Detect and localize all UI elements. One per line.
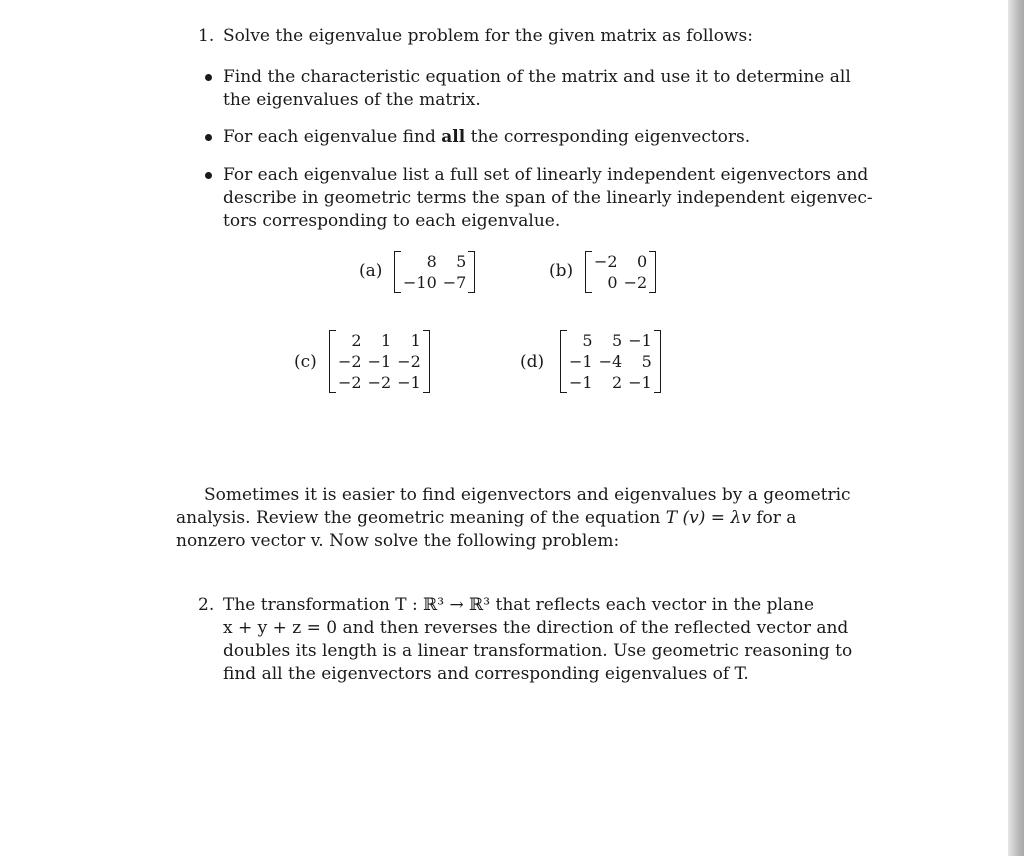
problem-2-line-2: x + y + z = 0 and then reverses the direction of the reflected vector and bbox=[223, 618, 849, 638]
problem-1-number: 1. bbox=[198, 26, 215, 46]
matrix-cell: −2 bbox=[623, 273, 648, 292]
matrix-cell: 0 bbox=[607, 273, 618, 292]
matrix-d bbox=[560, 330, 661, 393]
bullet-3-line-1: For each eigenvalue list a full set of linearly independent eigenvectors and bbox=[223, 165, 869, 185]
matrix-cell: −1 bbox=[569, 352, 593, 371]
matrix-cell: 1 bbox=[410, 331, 421, 350]
matrix-cell: 1 bbox=[381, 331, 392, 350]
bullet-1-line-2: the eigenvalues of the matrix. bbox=[223, 90, 481, 110]
matrix-c-label: (c) bbox=[294, 352, 317, 372]
paragraph-line-1: Sometimes it is easier to find eigenvectors and eigenvalues by a geometric bbox=[204, 485, 851, 505]
matrix-cell: −1 bbox=[367, 352, 392, 371]
matrix-cell: −2 bbox=[367, 373, 392, 392]
problem-2-line-1: The transformation T : ℝ³ → ℝ³ that reflects each vector in the plane bbox=[223, 595, 815, 615]
bullet-3-line-2: describe in geometric terms the span of the linearly independent eigenvec- bbox=[223, 188, 873, 208]
bullet-dot bbox=[205, 134, 212, 141]
matrix-cell: 0 bbox=[637, 252, 648, 271]
paragraph-line-3: nonzero vector v. Now solve the following problem: bbox=[176, 531, 620, 551]
problem-1-intro: Solve the eigenvalue problem for the given matrix as follows: bbox=[223, 26, 753, 46]
bullet-1-line-1: Find the characteristic equation of the matrix and use it to determine all bbox=[223, 67, 851, 87]
matrix-cell: −1 bbox=[397, 373, 421, 392]
page-edge-shadow bbox=[1008, 0, 1024, 856]
problem-2-line-4: find all the eigenvectors and corresponding eigenvalues of T. bbox=[223, 664, 749, 684]
matrix-cell: −10 bbox=[403, 273, 437, 292]
matrix-cell: −1 bbox=[628, 331, 652, 350]
matrix-b bbox=[585, 251, 656, 293]
matrix-cell: −2 bbox=[338, 352, 362, 371]
bullet-3-line-3: tors corresponding to each eigenvalue. bbox=[223, 211, 561, 231]
problem-2-number: 2. bbox=[198, 595, 215, 615]
matrix-cell: 5 bbox=[456, 252, 467, 271]
matrix-cell: −7 bbox=[442, 273, 467, 292]
matrix-b-label: (b) bbox=[549, 261, 574, 281]
matrix-a bbox=[394, 251, 475, 293]
matrix-cell: 5 bbox=[612, 331, 623, 350]
paragraph-line-2: analysis. Review the geometric meaning of the equation T (v) = λv for a bbox=[176, 508, 797, 528]
problem-2-line-3: doubles its length is a linear transformation. Use geometric reasoning to bbox=[223, 641, 853, 661]
bullet-dot bbox=[205, 74, 212, 81]
matrix-cell: −2 bbox=[594, 252, 618, 271]
matrix-cell: 8 bbox=[426, 252, 437, 271]
matrix-cell: −2 bbox=[397, 352, 421, 371]
matrix-cell: −1 bbox=[569, 373, 593, 392]
matrix-cell: −4 bbox=[598, 352, 623, 371]
matrix-cell: 2 bbox=[612, 373, 623, 392]
matrix-c bbox=[329, 330, 430, 393]
matrix-cell: 5 bbox=[641, 352, 652, 371]
bullet-2-text: For each eigenvalue find all the corresponding eigenvectors. bbox=[223, 127, 751, 147]
matrix-cell: −1 bbox=[628, 373, 652, 392]
matrix-cell: −2 bbox=[338, 373, 362, 392]
matrix-cell: 2 bbox=[351, 331, 362, 350]
matrix-a-label: (a) bbox=[359, 261, 383, 281]
matrix-d-label: (d) bbox=[520, 352, 545, 372]
bullet-dot bbox=[205, 172, 212, 179]
matrix-cell: 5 bbox=[582, 331, 593, 350]
